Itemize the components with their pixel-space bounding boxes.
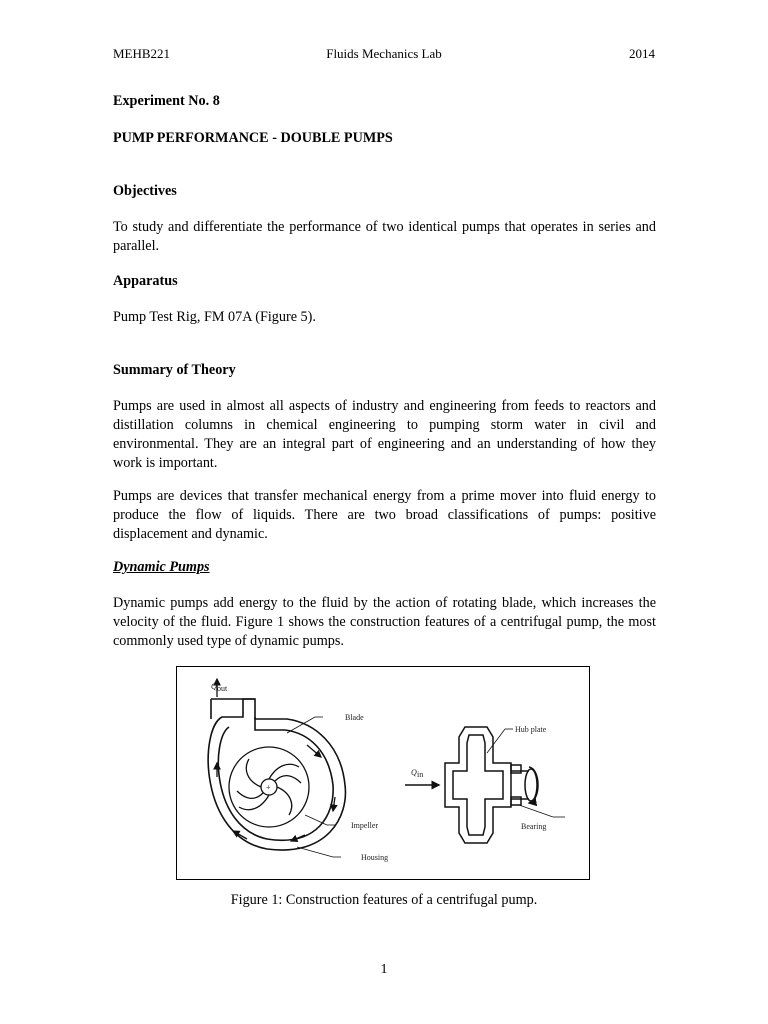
- housing-label: Housing: [361, 853, 389, 862]
- bearing-label: Bearing: [521, 822, 547, 831]
- objectives-text: To study and differentiate the performance of two identical pumps that operates in series and parallel.: [113, 219, 656, 254]
- course-title: Fluids Mechanics Lab: [326, 46, 442, 61]
- figure-caption: Figure 1: Construction features of a centrifugal pump.: [230, 892, 538, 908]
- apparatus-text: Pump Test Rig, FM 07A (Figure 5).: [113, 309, 316, 325]
- pump-cross-section: [405, 727, 538, 843]
- leader-lines-right: [487, 729, 565, 817]
- impeller-center-plus: +: [266, 783, 271, 792]
- apparatus-heading: Apparatus: [113, 273, 178, 289]
- figure-1: [176, 666, 590, 880]
- dynamic-pumps-heading-text: Dynamic Pumps: [113, 559, 210, 575]
- dynamic-pumps-heading: [113, 558, 656, 577]
- theory-paragraph-2: Pumps are devices that transfer mechanical energy from a prime mover into fluid energy to produce the flow of liquids. There are two broad classifications of pumps: positive displacement and dynamic.: [113, 488, 656, 542]
- q-out-subscript: out: [217, 684, 228, 693]
- theory-paragraph-1: Pumps are used in almost all aspects of industry and engineering from feeds to reactors and distillation columns in chemical engineering to pumping storm water in civil and environmental. They are an integral part of engineering and an understanding of how they work is important.: [113, 398, 656, 471]
- dynamic-pumps-text: Dynamic pumps add energy to the fluid by the action of rotating blade, which increases the velocity of the fluid. Figure 1 shows the construction features of a centrifugal pump, the most commonly used type of dynamic pumps.: [113, 595, 656, 649]
- q-in-subscript: in: [417, 770, 424, 779]
- experiment-title: Experiment No. 8: [113, 93, 220, 109]
- page-header: [113, 46, 655, 64]
- blade-label: Blade: [345, 713, 364, 722]
- course-code: MEHB221: [113, 46, 171, 61]
- centrifugal-pump-diagram: [177, 667, 589, 879]
- q-in-label: Q: [411, 768, 417, 777]
- header-year: 2014: [629, 46, 655, 61]
- page-number: 1: [380, 962, 388, 977]
- pump-housing: [208, 699, 345, 850]
- objectives-heading: Objectives: [113, 183, 177, 199]
- experiment-subtitle: PUMP PERFORMANCE - DOUBLE PUMPS: [113, 130, 393, 146]
- impeller-label: Impeller: [351, 821, 379, 830]
- q-out-label: Q: [211, 682, 217, 691]
- theory-heading: Summary of Theory: [113, 362, 236, 378]
- hub-plate-label: Hub plate: [515, 725, 547, 734]
